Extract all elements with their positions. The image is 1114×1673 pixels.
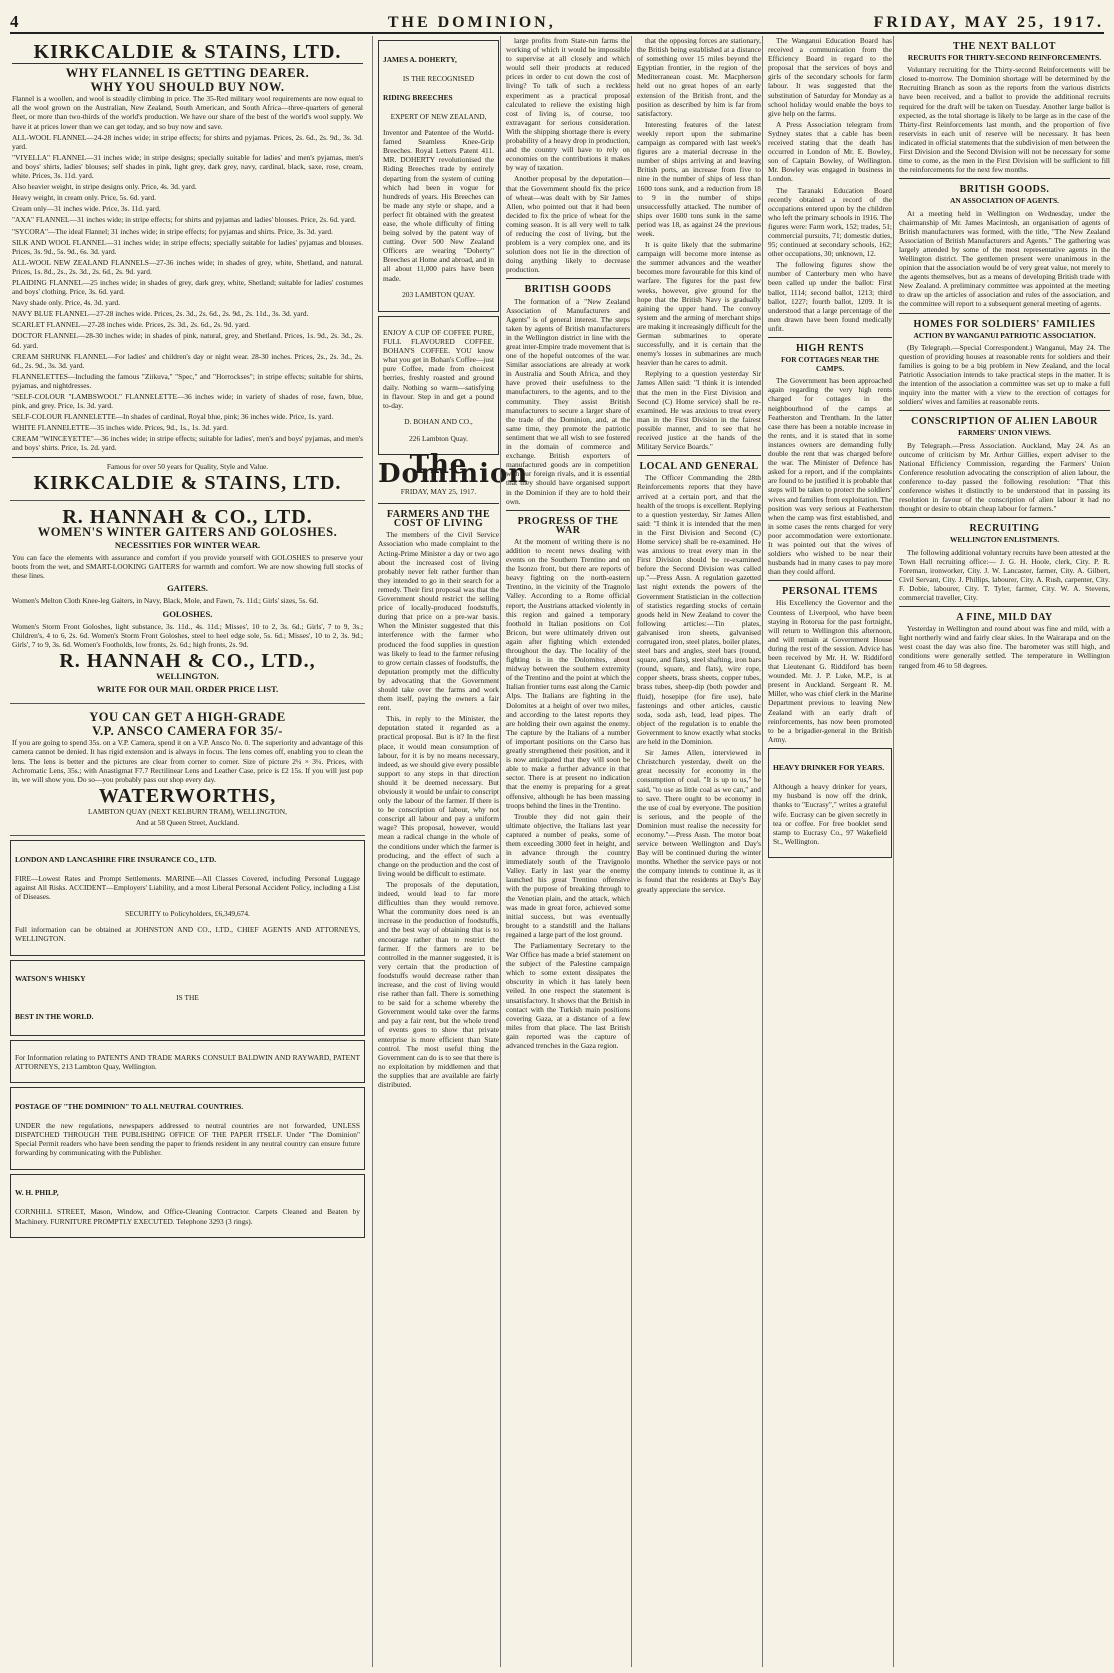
conscription-text: By Telegraph.—Press Association. Auckland, May 24. As an outcome of criticism by Mr. Arthur Gillies, expert adviser to the National Efficiency Commission, regarding the Farmers' Union Conference resolution advocating the conscription of alien labour, the conference to-day passed the following resolution: "That this conference wishes it distinctly to be understood that in passing its resolution in favour of the conscription of alien labour it had no thought or desire to obtain cheap labour for farmers." xyxy=(899,440,1110,514)
ad-left-stack xyxy=(10,836,365,1242)
homes-subheading: ACTION BY WANGANUI PATRIOTIC ASSOCIATION. xyxy=(913,330,1096,340)
editorial-paragraph: The proposals of the deputation, indeed, would lead to far more difficulties than they would remove. What the community does need is an increase in the production of foodstuffs, and the best way of obtaining that is to encourage rather than to restrict the farmer. If the farmers are to be controlled in the manner suggested, it is very certain that the production of foodstuffs would decrease rather than increase, and the cost of living would rise rather than fall. There is something to be said for a scheme whereby the Government would take over the farms and pay a fair rent, but the whole trend of events goes to show that private enterprise is more efficient than State control. The most useful thing the Government can do is to see that there is no exploitation by middlemen and that the supplies that are available are fairly distributed. xyxy=(378,879,499,1090)
next-ballot-text: Voluntary recruiting for the Thirty-second Reinforcements will be closed to-morrow. The Dominion shortage will be determined by the Recruiting Branch as soon as the reports from the various districts have been received, and a ballot to provide the additional recruits required for the draft will be taken on Tuesday. Another large ballot is expected, as the total shortage is likely to be large as in the case of the Thirty-first Reinforcements last month, and the proportion of five reservists in each unit of reserve will be necessary. It has been indicated in official statements that the subdivision of men between the First Division and the Second Division will not be necessary for some time to come, as the men in the First Division will be sufficient to fill the reinforcements for the next few months. xyxy=(899,65,1110,175)
editorial-continued: large profits from State-run farms the working of which it would be impossible to supervise at all closely and which would sell their products at reduced prices in order to cut down the cost of living? To talk of such a reckless experiment as a practical proposal calculated to relieve the existing high cost of living is, of course, too extravagant for serious consideration. With the shipping shortage there is every probability of a heavy drop in production, and the country will have to rely on economies on the contributions it makes by way of taxation. xyxy=(506,36,630,173)
doherty-text: Inventor and Patentee of the World-famed Seamless Knee-Grip Breeches. Royal Letters Patent 411. MR. DOHERTY revolutionised the Riding Breeches trade by entirely departing from the system of cutting which had been in vogue for hundreds of years. His Breeches can be made any style or shape, and a perfect fit obtained with the greatest ease, the whole difficulty of fitting being solved by the patent way of cutting. Over 500 New Zealand Officers are wearing "Doherty" Breeches at Home and abroad, and in all about 11,000 pairs have been made. xyxy=(383,128,494,283)
ad-kirkcaldie xyxy=(10,36,365,501)
personal-items-text: His Excellency the Governor and the Countess of Liverpool, who have been staying in Rotorua for the past fortnight, will return to Wellington this afternoon, and will remain at Government House during the rest of the session. Advice has been received by Mr. H. W. Riddiford that Lieutenant G. Riddiford has been wounded. Mr. J. P. Luke, M.P., is at present in Auckland. Sergeant R. M. Miller, who was chief clerk in the Marine Department previous to leaving New Zealand with an early draft of reinforcements, has now been promoted to be a brigadier-general in the British Army. xyxy=(768,598,892,744)
conscription-heading: CONSCRIPTION OF ALIEN LABOUR xyxy=(911,416,1098,428)
bohan-name: D. BOHAN AND CO., xyxy=(404,417,473,427)
gaiters-head: GAITERS. xyxy=(167,583,208,594)
kirk-item: "SELF-COLOUR "LAMBSWOOL" FLANNELETTE—36 inches wide; in variety of shades of rose, fawn, blue, pink, and grey. Price, 1s. 3d. yard. xyxy=(12,392,363,411)
hannah-title-repeat: R. HANNAH & CO., LTD., xyxy=(59,649,316,672)
ad-watsons xyxy=(10,960,365,1037)
kirk-title-repeat: KIRKCALDIE & STAINS, LTD. xyxy=(33,471,342,494)
philp-text: CORNHILL STREET, Mason, Window, and Office-Cleaning Contractor. Carpets Cleaned and Beaten by Machinery. FURNITURE PROMPTLY EXECUTED. Telephone 3293 (3 rings). xyxy=(15,1207,360,1226)
high-rents-text: The Government has been approached again regarding the very high rents charged for cottages in the neighbourhood of the camps at Featherston and Trentham. In the latter case there has been a notable increase in the rents, and it is stated that in some instances owners are demanding fully double the rent that was charged before the war. The Minister of Defence has asked for a report, and if the complaints are found to be justified it is probable that steps will be taken to protect the soldiers' wives and families from exploitation. The position was very serious at Featherston when the camp was first established, and in some cases the rents charged for very poor accommodation were extortionate. It was pointed out that the wives of soldiers who wished to be near their husbands had in many cases to pay more than they could afford. xyxy=(768,376,892,577)
hannah-city: WELLINGTON. xyxy=(156,670,219,681)
mild-day-heading: A FINE, MILD DAY xyxy=(956,612,1053,624)
hannah-headline: WOMEN'S WINTER GAITERS AND GOLOSHES. xyxy=(37,524,338,539)
recruiting-text: The following additional voluntary recruits have been attested at the Town Hall recruiting office:— J. G. H. Hoole, clerk, City. P. R. Foreman, ironworker, City. J. W. Lancaster, farmer, City. A. Gilbert, Civil Servant, City. J. Phillips, labourer, City. A. Rush, carpenter, City. F. Dobie, labourer, City. T. Tyler, farmer, City. W. A. Stevens, commercial traveller, City. xyxy=(899,547,1110,602)
war-continued: Replying to a question yesterday Sir James Allen said: "I think it is intended that the men in the First Division and Second (C) Home service) shall be re-examined. He was anxious to treat every man in the First Division in the fairest possible manner, and to see that he received justice at the hands of the Military Service Boards." xyxy=(637,369,761,452)
ad-heavy-drinker xyxy=(768,748,892,858)
waterworths-address: LAMBTON QUAY (NEXT KELBURN TRAM), WELLINGTON, xyxy=(88,806,287,816)
column-3 xyxy=(500,36,630,1667)
column-4 xyxy=(631,36,761,1667)
next-ballot-heading: THE NEXT BALLOT xyxy=(953,41,1056,52)
british-goods-agents-text: At a meeting held in Wellington on Wednesday, under the chairmanship of Mr. James Macintosh, an organisation of agents of British manufacturers was formed, with the title, "The New Zealand Association of British Manufacturers and Agents." The gathering was largely attended by some of the most representative agents in the Wellington district. The gentlemen present were unanimous in the opinion that the association would be of very great value, not merely to the agents themselves, but as a means of developing British trade with New Zealand. A preliminary committee was appointed at the meeting to draw up the articles of association and rules of the association, and the committee will report to a subsequent general meeting of agents. xyxy=(899,208,1110,309)
goloshes-head: GOLOSHES. xyxy=(162,608,213,619)
kirk-item: CREAM "WINCEYETTE"—36 inches wide; in stripe effects; suitable for ladies', men's and boys' pyjamas, and men's and boys' shirts. Price, 1s. 2d. yard. xyxy=(12,434,363,453)
recruiting-heading: RECRUITING xyxy=(969,523,1040,535)
next-ballot-subheading: RECRUITS FOR THIRTY-SECOND REINFORCEMENTS. xyxy=(907,53,1102,63)
editorial-paragraph: This, in reply to the Minister, the deputation stated it regarded as a practical proposal. But is it? In the first place, it would mean consumption of labour, for it is by no means necessary, indeed, as we should give every possible support to any steps in that direction should it be deemed necessary. But obviously it would be unfair to conscript only the labour of the farmer. If there is to be conscription of labour, why not conscript all labour and pay a uniform wage? This proposal, however, would mean a radical change in the whole of the conditions under which the farmer is producing, and the effect of such a change on the production and the cost of living would be difficult to estimate. xyxy=(378,714,499,878)
kirk-item: "AXA" FLANNEL—31 inches wide; in stripe effects; for shirts and pyjamas and ladies' blouses. Price, 2s. 6d. yard. xyxy=(12,215,356,225)
doherty-name: JAMES A. DOHERTY, xyxy=(383,54,457,64)
progress-of-war-heading: PROGRESS OF THE WAR xyxy=(517,515,619,536)
ad-philp xyxy=(10,1174,365,1238)
progress-text-2: Trouble they did not gain their ultimate objective, the Italians last year captured a number of peaks, some of them exceeding 3000 feet in height, and in advance through the country immediately south of the Travignolo Valley. Early in last year the enemy launched his great Trentino offensive with the purpose of breaking through to the Venetian plain, and the attack, which was made in great force, achieved some initial success, but was eventually brought to a standstill and the Italians regained a large part of the lost ground. xyxy=(506,811,630,939)
kirk-item: CREAM SHRUNK FLANNEL—For ladies' and children's day or night wear. 28-30 inches. Prices, 2s., 2s. 3d., 2s. 6d., 2s. 9d., 3s. 3d. yard. xyxy=(12,351,363,370)
kirk-item: NAVY BLUE FLANNEL—27-28 inches wide. Prices, 2s. 3d., 2s. 6d., 2s. 9d., 2s. 11d., 3s. 3d. yard. xyxy=(12,309,309,319)
kirk-item: Also heavier weight, in stripe designs only. Price, 4s. 3d. yard. xyxy=(12,182,197,192)
mild-day-text: Yesterday in Wellington and round about was fine and mild, with a light northerly wind and fairly clear skies. In the Wairarapa and on the west coast the day was also fine. The barometer was still high, and conditions were generally settled. The temperature in Wellington ranged from 46 to 58 degrees. xyxy=(899,624,1110,670)
kirk-item: FLANNELETTES—Including the famous "Ziikuva," "Spec," and "Horrockses"; in stripe effects; suitable for shirts, pyjamas, and nightdresses. xyxy=(12,371,363,390)
kirk-item: PLAIDING FLANNEL—25 inches wide; in shades of grey, dark grey, white, Shetland; suitable for ladies' costumes and boys' clothing. Price, 3s. 6d. yard. xyxy=(12,277,363,297)
masthead xyxy=(10,6,1104,34)
homes-text: (By Telegraph.—Special Correspondent.) Wanganui, May 24. The question of providing houses at reasonable rents for soldiers and their families is going to be a big problem in New Zealand, and the local Patriotic Association intends to take practical steps in the matter. It is the intention of the association a committee was set up to make a full inquiry into the matter with a view to the erection of cottages for soldiers' wives and families at reasonable rents. xyxy=(899,342,1110,407)
london-title: LONDON AND LANCASHIRE FIRE INSURANCE CO., LTD. xyxy=(15,854,217,864)
doherty-expert: EXPERT OF NEW ZEALAND, xyxy=(390,111,487,121)
postage-text: UNDER the new regulations, newspapers addressed to neutral countries are not forwarded, UNLESS DISPATCHED THROUGH THE PUBLISHING OFFICE OF THE PAPER ITSELF. Under "The Dominion" Special Permit readers who have been sending the paper to friends resident in any neutral country can ensure future forwarding by communicating with the Publisher. xyxy=(15,1120,360,1158)
gaiters-text: Women's Melton Cloth Knee-leg Gaiters, in Navy, Black, Mole, and Fawn, 7s. 11d.; Girls' sizes, 5s. 6d. xyxy=(12,596,319,606)
homes-heading: HOMES FOR SOLDIERS' FAMILIES xyxy=(913,318,1096,330)
local-text: The Officer Commanding the 28th Reinforcements reports that they have arrived at a certain port, and that the health of the troops is excellent. Replying to a question yesterday, Sir James Allen said: "I think it is intended that the men in the First Division and Second (C) Home service) shall be re-examined. He was anxious to treat every man in the First Division should be re-examined before the Second Division was called up."—Press Assn. A regulation gazetted last night extends the powers of the Government Statistician in the collection of statistics regarding stocks of certain goods held in New Zealand to cover the following articles:—Tin plates, galvanised iron sheets, galvanised corrugated iron, steel plates, boiler plates, steel bars and angles, steel bars (round, square, and flats), steel shafting, iron bars (round, square, and flats), wire rope, copper sheets, brass sheets, copper tubes, brass tubes, sheep-dip (both powder and fluid), hosepipe (for fire use), bale fastenings and other articles, caustic soda, soda ash, lead, lead pipes. The object of the regulation is to enable the Government to know exactly what stocks are held in the Dominion. xyxy=(637,473,761,747)
london-text: FIRE—Lowest Rates and Prompt Settlements. MARINE—All Classes Covered, including Personal Luggage against All Risks. ACCIDENT—Employers' Liability, and a most Liberal Personal Accident Policy, including a List of Diseases. xyxy=(15,873,360,902)
ad-postage xyxy=(10,1087,365,1170)
kirk-intro: Flannel is a woollen, and wool is steadily climbing in price. The 35-Red military wool requirements are now equal to all the wool grown on the Australian, New Zealand, South American, and South Africa—three-quarters of general fleet, or more than two-thirds of the world's production. We have our share of the best of the world's wool supply. We have it at prices lower than we can get today, and so buy now and save. xyxy=(12,94,363,131)
local-general-heading: LOCAL AND GENERAL xyxy=(639,461,759,473)
recruiting-subheading: WELLINGTON ENLISTMENTS. xyxy=(949,535,1060,545)
hannah-sub: NECESSITIES FOR WINTER WEAR. xyxy=(114,539,261,550)
heavy-drinker-heading: HEAVY DRINKER FOR YEARS. xyxy=(773,763,885,773)
editorial-continued: Another proposal by the deputation—that the Government should fix the price of wheat—was dealt with by Sir James Allen, who pointed out that it had been decided to fix the price of wheat for the coming season. It is all very well to talk of reducing the cost of living, but the problem is a very complex one, and its solution does not lie in the direction of doing anything likely to decrease production. xyxy=(506,174,630,275)
columns xyxy=(10,36,1110,1667)
kirk-item: ALL-WOOL NEW ZEALAND FLANNELS—27-36 inches wide; in shades of grey, white, Shetland, and natural. Prices, 1s. 8d., 2s., 2s. 3d., 2s. 6d., 2s. 9d. yard. xyxy=(12,257,363,276)
watson-line-2: IS THE xyxy=(176,993,199,1003)
kirk-item: SCARLET FLANNEL—27-28 inches wide. Prices, 2s. 3d., 2s. 6d., 2s. 9d. yard. xyxy=(12,320,250,330)
london-security: SECURITY to Policyholders, £6,349,674. xyxy=(125,908,250,918)
local-continued: The Taranaki Education Board recently obtained a record of the occupations entered upon by the children who left the primary schools in 1916. The figures were: Farm work, 152; trades, 51; commercial pursuits, 71; domestic duties, 95; continued at secondary schools, 162; other occupations, 30; unknown, 12. xyxy=(768,185,892,259)
british-goods-text: The formation of a "New Zealand Association of Manufacturers and Agents" is of general interest. The steps taken by agents of British manufacturers in the Wellington district in line with the great inter-Empire trade movement that is one of the hopeful outcomes of the war. Similar associations are already at work in Australia and South Africa, and they have proved their usefulness to the manufacturers, to the agents, and to the community. They assist British manufacturers to secure a larger share of the trade of the Dominion, and, at the same time, they promote the patriotic sentiment that we all wish to see fostered in the domain of commerce and exchange. British exporters of manufactured goods are in competition with our foreign rivals, and it is essential that they should have organised support in the Dominion if they are to hold their own. xyxy=(506,296,630,506)
paper-name: THE DOMINION, xyxy=(387,14,556,31)
british-goods-agents-subheading: AN ASSOCIATION OF AGENTS. xyxy=(950,196,1059,206)
kirk-item: Heavy weight, in cream only. Price, 5s. 6d. yard. xyxy=(12,193,157,203)
column-2 xyxy=(372,36,529,1667)
kirk-item: Cream only—31 inches wide. Price, 3s. 11d. yard. xyxy=(12,204,161,214)
editorial-body xyxy=(378,530,499,1089)
local-continued: The Wanganui Education Board has received a communication from the Efficiency Board in regard to the proposal that the services of boys and girls of the secondary schools for farm labour. It was suggested that the substitution of Saturday for Monday as a school holiday would enable the boys to give help on the farms. xyxy=(768,36,892,118)
london-info: Full information can be obtained at JOHNSTON AND CO., LTD., CHIEF AGENTS AND ATTORNEYS, WELLINGTON. xyxy=(15,925,360,944)
doherty-title: RIDING BREECHES xyxy=(383,92,453,102)
waterworths-address-2: And at 58 Queen Street, Auckland. xyxy=(135,818,240,827)
hannah-title: R. HANNAH & CO., LTD. xyxy=(62,505,313,528)
page-number: 4 xyxy=(10,12,19,31)
patents-text: For Information relating to PATENTS AND TRADE MARKS CONSULT BALDWIN AND RAYWARD, PATENT ATTORNEYS, 213 Lambton Quay, Wellington. xyxy=(15,1052,360,1071)
kirk-item: SELF-COLOUR FLANNELETTE—In shades of cardinal, Royal blue, pink; 36 inches wide. Price, 1s. yard. xyxy=(12,412,334,422)
war-continued: that the opposing forces are stationary, the British being established at a distance of something over 15 miles beyond the Egyptian frontier, in the region of the Mediterranean coast. Mr. Macpherson held out no great hopes of an early extension of the British front, and the position as described by him is far from satisfactory. xyxy=(637,36,761,118)
heavy-drinker-text: Although a heavy drinker for years, my husband is now off the drink, thanks to "Eucrasy"," writes a grateful wife. Eucrasy can be given secretly in tea or coffee. For free booklet send stamp to Eucrasy Co., 97 Wakefield St., Wellington. xyxy=(773,782,887,846)
bohan-address: 226 Lambton Quay. xyxy=(409,433,468,443)
camera-title-2: V.P. ANSCO CAMERA FOR 35/- xyxy=(92,724,283,739)
parliamentary-text: The Parliamentary Secretary to the War Office has made a brief statement on the subject of the Palestine campaign which to some extent dissipates the obscurity in which it has lately been veiled. In one respect the statement is unsatisfactory. It shows that the British in contact with the Turkish main positions covering Gaza, at a distance of a few miles from that place. The last British gain reported was the capture of advanced trenches in the Gaza region. xyxy=(506,941,630,1051)
ad-hannah xyxy=(10,501,365,704)
british-goods-heading: BRITISH GOODS xyxy=(524,284,612,296)
editorial-heading: FARMERS AND THE COST OF LIVING xyxy=(386,509,491,530)
column-advertisements xyxy=(10,36,365,1667)
british-goods-agents-heading: BRITISH GOODS. xyxy=(959,184,1050,196)
ad-camera xyxy=(10,704,365,836)
personal-items-heading: PERSONAL ITEMS xyxy=(782,586,878,598)
kirk-item: WHITE FLANNELETTE—35 inches wide. Prices, 9d., 1s., 1s. 3d. yard. xyxy=(12,423,228,433)
local-text-2: Sir James Allen, interviewed in Christchurch yesterday, dwelt on the great necessity for economy in the consumption of coal. "It is up to us," he said, "to use as little coal as we can," and to save. There ought to be economy in the use of coal by everyone. The position is serious, and the people of the Dominion must realise the necessity for economy."—Press Assn. The motor boat service between Wellington and Day's Bay will be continued during the winter months. Whether the service pays or not the company intends to continue it, as it is found that the residents at Day's Bay greatly appreciate the service. xyxy=(637,748,761,894)
ad-london-lancashire xyxy=(10,840,365,955)
local-continued: A Press Association telegram from Sydney states that a cable has been received stating that the death has occurred in London of Mr. E. Bowley, son of Captain Bowley, of Wellington. Mr. Bowley was engaged in business in London. xyxy=(768,119,892,184)
camera-title-1: YOU CAN GET A HIGH-GRADE xyxy=(89,710,286,725)
kirk-item: "VIYELLA" FLANNEL—31 inches wide; in stripe designs; specially suitable for ladies' and men's pyjamas, men's and boys' shirts, ladies' blouses; self shades in pink, light grey, dark grey, navy, cardinal, black, saxe, rose, cream, white. Prices, 3s. 11d. yard. xyxy=(12,152,363,181)
postage-title: POSTAGE OF "THE DOMINION" TO ALL NEUTRAL COUNTRIES. xyxy=(15,1101,244,1111)
watson-line-1: WATSON'S WHISKY xyxy=(15,974,86,984)
war-continued: Interesting features of the latest weekly report upon the submarine campaign as compared with last week's figures are a material decrease in the number of ships arriving at and leaving British ports, an increase from five to nine in the number of ships of less than 1600 tons sunk, and a reduction from 18 to 9 in the number of ships unsuccessfully attacked. The number of ships over 1600 tons sunk in the same period was 18, as against 24 the previous week. xyxy=(637,119,761,238)
small-ads xyxy=(10,836,365,1242)
kirk-title: KIRKCALDIE & STAINS, LTD. xyxy=(33,41,342,63)
ad-doherty xyxy=(378,40,499,312)
editorial-paragraph: The members of the Civil Service Association who made complaint to the Acting-Prime Minister a day or two ago about the increased cost of living probably never felt rather further than they intended to go in their search for a remedy. Their first proposal was that the Government should restrict the selling price of locally-produced foodstuffs, during that price on a pre-war basis. When the Minister suggested that this interference with the farmer who produced the food supplies in question was likely to lead to the farmer refusing to grow certain classes of foodstuffs, the deputation promptly met the difficulty by advocating that the Government should take over the farms and work them itself, paying the owners a fair rent. xyxy=(378,530,499,713)
war-continued: It is quite likely that the submarine campaign will become more intense as the summer advances and the weather becomes more favourable for this kind of warfare. The figures for the past few weeks, however, give ground for the hope that the British Navy is gradually gaining the upper hand. The convoy system and the arming of merchant ships are making it increasingly difficult for the German submarines to operate successfully, and it is certain that the enemy's losses in submarines are much heavier than he cares to admit. xyxy=(637,240,761,368)
kirk-footer: Famous for over 50 years for Quality, Style and Value. xyxy=(106,461,269,471)
kirk-item: ALL-WOOL FLANNEL—24-28 inches wide; in stripe effects; for shirts and pyjamas. Prices, 2s. 6d., 2s. 9d., 3s. 3d. yard. xyxy=(12,132,363,151)
kirk-item: SILK AND WOOL FLANNEL—31 inches wide; in stripe effects; specially suitable for ladies' pyjamas and blouses. Prices, 3s. 9d., 5s. 9d., 6s. 3d. yard. xyxy=(12,237,363,256)
doherty-sub: IS THE RECOGNISED xyxy=(402,73,475,83)
dateline: FRIDAY, MAY 25, 1917. xyxy=(873,14,1104,31)
ad-bohan xyxy=(378,316,499,456)
philp-name: W. H. PHILP, xyxy=(15,1188,59,1198)
watson-line-3: BEST IN THE WORLD. xyxy=(15,1012,94,1022)
dominion-date: FRIDAY, MAY 25, 1917. xyxy=(400,486,477,496)
local-continued: The following figures show the number of Canterbury men who have been called up under the ballot: First ballot, 1114; second ballot, 1213; third ballot, 1227; fourth ballot, 1209. It is understood that a large percentage of the men drawn have been found medically unfit. xyxy=(768,260,892,333)
hannah-mail: WRITE FOR OUR MAIL ORDER PRICE LIST. xyxy=(96,684,279,695)
dominion-banner: The Dominion xyxy=(378,450,529,490)
kirk-headline-2: WHY YOU SHOULD BUY NOW. xyxy=(90,80,285,95)
bohan-text: ENJOY A CUP OF COFFEE PURE, FULL FLAVOURED COFFEE. BOHAN'S COFFEE. YOU know what you get in Bohan's Coffee—just pure Coffee, made from choicest berries, freshly roasted and ground daily. Nothing so warm—satisfying in flavour. Step in and get a pound to-day. xyxy=(383,327,495,410)
progress-text: At the moment of writing there is no addition to recent news dealing with events on the Southern Trentino and on the Isonzo front, but there are reports of heavy fighting on the north-eastern Trentino, in the vicinity of the Tragnolo Valley. According to a Rome official report, the Austrians attacked violently in this region and gained a temporary foothold in Italian positions on Col Bricon, but were ultimately driven out again after fighting which extended throughout the day. The locality of the fighting is in the Dolomites, about midway between the southern extremity of the Trentino and the point at which the Italian frontier turns east along the Carnic Alps. The Italians are fighting in the Dolomites at a height of over two miles, and according to the latest reports they are holding their own against the enemy. The capture by the Italians of a number of important positions on the Carso has greatly strengthened their position, and it is now anticipated that they will soon be able to make a further advance in that sector. There is at present no indication that the enemy is preparing for a great offensive, although he has been massing troops behind the lines in the Trentino. xyxy=(506,536,630,810)
kirk-item: Navy shade only. Price, 4s. 3d. yard. xyxy=(12,298,121,308)
high-rents-heading: HIGH RENTS xyxy=(795,343,865,354)
kirk-headline-1: WHY FLANNEL IS GETTING DEARER. xyxy=(65,66,310,81)
waterworths-title: WATERWORTHS, xyxy=(98,784,277,807)
goloshes-text: Women's Storm Front Goloshes, light substance, 3s. 11d., 4s. 11d.; Misses', 10 to 2, 3s. 6d.; Girls', 7 to 9, 3s.; Children's, 4 to 6, 2s. 6d. Women's Storm Front Goloshes, steel to heel edge sole, 5s. 6d.; Misses', 10 to 2, 3s. 9d.; Girls', 7 to 9, 3s. 6d. Women's Footholds, low fronts, 2s. 6d.; high fronts, 2s. 9d. xyxy=(12,621,363,649)
column-5 xyxy=(762,36,892,1667)
doherty-address: 203 LAMBTON QUAY. xyxy=(402,290,475,300)
conscription-subheading: FARMERS' UNION VIEWS. xyxy=(958,428,1051,438)
hannah-intro: You can face the elements with assurance and comfort if you provide yourself with GOLOSHES to preserve your boots from the wet, and SMART-LOOKING GAITERS for warmth and comfort. We are now showing full stocks of these lines. xyxy=(12,553,363,581)
kirk-item: "SYCORA"—The ideal Flannel; 31 inches wide; in stripe effects; for pyjamas and shirts. Price, 3s. 3d. yard. xyxy=(12,226,333,236)
column-6 xyxy=(893,36,1110,1667)
camera-text: If you are going to spend 35s. on a V.P. Camera, spend it on a V.P. Ansco No. 0. The superiority and advantage of this camera cannot be denied. It has rigid extension and is always in focus. The lens comes off, enabling you to clean the lens. The lens is better and the pictures are clear from corner to corner. Size of picture 2¼ × 3¼. Prices, with Achromatic Lens, 35s.; with Anastigmat F7.7 Rectilinear Lens and Leather Case, price is £2 15s. If you will just pop in, we will show you. Do so—you probably pass our shop every day. xyxy=(12,738,363,784)
kirk-item: DOCTOR FLANNEL—28-30 inches wide; in shades of pink, natural, grey, and Shetland. Prices, 1s. 9d., 2s. 3d., 2s. 6d. yard. xyxy=(12,331,363,350)
ad-patents xyxy=(10,1040,365,1083)
high-rents-subheading: FOR COTTAGES NEAR THE CAMPS. xyxy=(780,355,880,374)
